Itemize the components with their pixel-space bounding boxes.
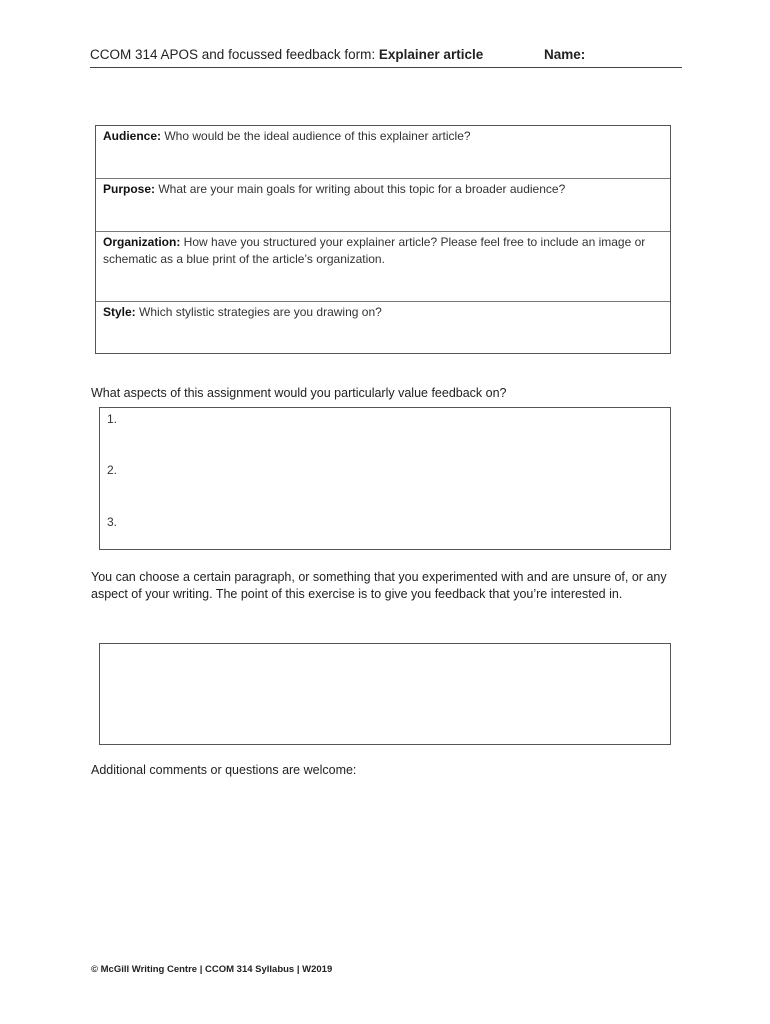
form-title-prefix: CCOM 314 APOS and focussed feedback form:	[90, 47, 379, 62]
audience-row[interactable]	[96, 126, 670, 179]
form-title	[90, 47, 483, 62]
style-label: Style:	[103, 305, 136, 319]
style-prompt: Which stylistic strategies are you drawing on?	[135, 305, 382, 319]
purpose-row[interactable]	[96, 179, 670, 232]
page-header	[90, 47, 682, 68]
audience-label: Audience:	[103, 129, 162, 143]
audience-prompt: Who would be the ideal audience of this explainer article?	[161, 129, 471, 143]
feedback-item-2: 2.	[107, 463, 118, 477]
organization-prompt: How have you structured your explainer article? Please feel free to include an image or schematic as a blue print of the article’s organization.	[103, 235, 646, 266]
purpose-prompt: What are your main goals for writing about this topic for a broader audience?	[155, 182, 566, 196]
guidance-text: You can choose a certain paragraph, or something that you experimented with and are unsure of, or any aspect of your writing. The point of this exercise is to give you feedback that you’re interested in.	[91, 570, 667, 601]
organization-row[interactable]	[96, 232, 670, 302]
page-footer: © McGill Writing Centre | CCOM 314 Syllabus | W2019	[91, 964, 333, 975]
name-label: Name:	[544, 47, 586, 62]
apos-table	[95, 125, 671, 354]
purpose-label: Purpose:	[103, 182, 156, 196]
form-title-bold: Explainer article	[378, 47, 484, 62]
style-row[interactable]	[96, 302, 670, 353]
additional-comments-label: Additional comments or questions are welcome:	[91, 763, 357, 777]
feedback-item-1: 1.	[107, 412, 118, 426]
response-box[interactable]	[99, 643, 671, 745]
feedback-list-box[interactable]	[99, 407, 671, 550]
feedback-item-3: 3.	[107, 515, 118, 529]
organization-label: Organization:	[103, 235, 181, 249]
feedback-question: What aspects of this assignment would you particularly value feedback on?	[91, 386, 507, 400]
